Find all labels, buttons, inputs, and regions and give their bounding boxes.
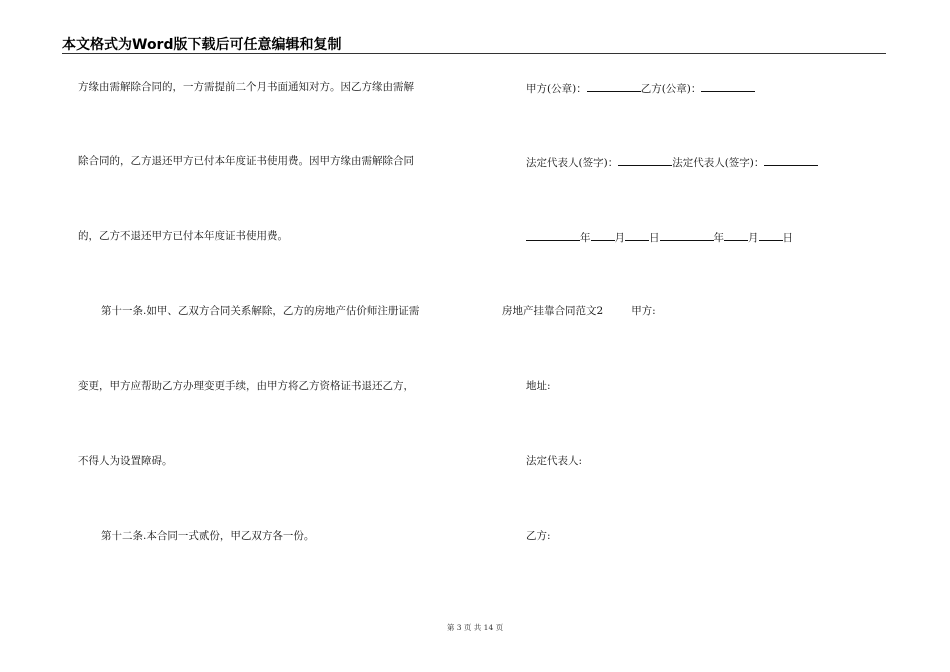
page-number: 第 3 页 共 14 页 — [446, 623, 504, 632]
party-a-label: 甲方: — [631, 305, 656, 317]
section-heading-line — [502, 304, 656, 318]
party-a-seal-label: 甲方(公章)： — [526, 83, 587, 95]
party-b-month-blank[interactable] — [724, 229, 748, 241]
party-b-year-blank[interactable] — [660, 229, 714, 241]
article-11-line-2: 变更，甲方应帮助乙方办理变更手续，由甲方将乙方资格证书退还乙方， — [78, 380, 414, 392]
date-line — [526, 229, 793, 245]
left-line-1: 方缘由需解除合同的，一方需提前二个月书面通知对方。因乙方缘由需解 — [78, 81, 414, 93]
party-a-rep-label: 法定代表人(签字)： — [526, 157, 619, 169]
left-line-2: 除合同的，乙方退还甲方已付本年度证书使用费。因甲方缘由需解除合同 — [78, 155, 414, 167]
article-11-line-3: 不得人为设置障碍。 — [78, 455, 173, 467]
party-a-rep-blank[interactable] — [618, 154, 672, 166]
party-a-year-blank[interactable] — [526, 229, 580, 241]
seal-line — [526, 80, 755, 96]
party-a-month-blank[interactable] — [591, 229, 615, 241]
article-11-line-1: 第十一条.如甲、乙双方合同关系解除，乙方的房地产估价师注册证需 — [101, 305, 420, 317]
day-label: 日 — [649, 232, 660, 244]
left-line-3: 的，乙方不退还甲方已付本年度证书使用费。 — [78, 230, 288, 242]
party-b-label: 乙方: — [526, 530, 551, 542]
address-label: 地址: — [526, 380, 551, 392]
section-title: 房地产挂靠合同范文2 — [502, 305, 604, 317]
party-b-rep-blank[interactable] — [764, 154, 818, 166]
party-a-day-blank[interactable] — [625, 229, 649, 241]
year-label-b: 年 — [713, 232, 724, 244]
party-a-seal-blank[interactable] — [587, 80, 641, 92]
signature-line — [526, 154, 818, 170]
year-label: 年 — [580, 232, 591, 244]
party-b-seal-label: 乙方(公章)： — [640, 83, 702, 95]
legal-rep-label: 法定代表人: — [526, 455, 583, 467]
header-divider — [62, 53, 886, 54]
month-label: 月 — [614, 232, 625, 244]
party-b-seal-blank[interactable] — [701, 80, 755, 92]
article-12-line: 第十二条.本合同一式贰份，甲乙双方各一份。 — [101, 530, 315, 542]
party-b-day-blank[interactable] — [759, 229, 783, 241]
day-label-b: 日 — [782, 232, 793, 244]
month-label-b: 月 — [748, 232, 759, 244]
document-title: 本文格式为Word版下载后可任意编辑和复制 — [62, 37, 342, 53]
party-b-rep-label: 法定代表人(签字)： — [672, 157, 765, 169]
